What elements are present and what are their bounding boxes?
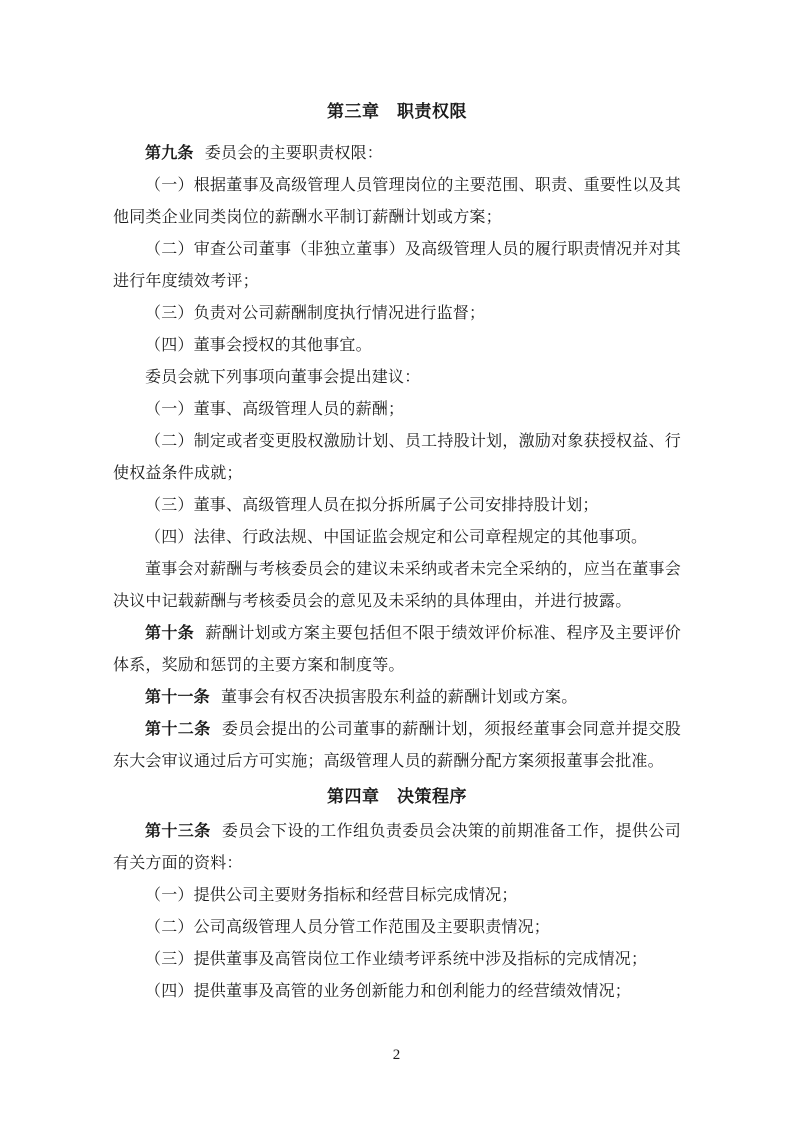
article-paragraph bbox=[113, 618, 681, 682]
article-text: 董事会有权否决损害股东利益的薪酬计划或方案。 bbox=[221, 689, 578, 706]
body-paragraph: （三）负责对公司薪酬制度执行情况进行监督； bbox=[145, 305, 486, 322]
article-text: 委员会的主要职责权限： bbox=[204, 145, 383, 162]
article-paragraph bbox=[113, 816, 681, 880]
page-footer bbox=[0, 1046, 793, 1064]
body-paragraph: （四）董事会授权的其他事宜。 bbox=[145, 337, 372, 354]
chapter-heading: 第四章 决策程序 bbox=[327, 787, 467, 806]
article-paragraph bbox=[113, 682, 681, 714]
body-paragraph: （二）制定或者变更股权激励计划、员工持股计划，激励对象获授权益、行使权益条件成就； bbox=[113, 433, 681, 482]
body-paragraph: （四）法律、行政法规、中国证监会规定和公司章程规定的其他事项。 bbox=[145, 529, 648, 546]
body-paragraph: （三）董事、高级管理人员在拟分拆所属子公司安排持股计划； bbox=[145, 497, 599, 514]
article-paragraph bbox=[113, 138, 681, 170]
article-number-label: 第十三条 bbox=[145, 823, 211, 840]
document-body bbox=[113, 96, 681, 1008]
article-text: 委员会提出的公司董事的薪酬计划，须报经董事会同意并提交股东大会审议通过后方可实施；高级管理人员的薪酬分配方案须报董事会批准。 bbox=[113, 721, 681, 770]
body-paragraph: 董事会对薪酬与考核委员会的建议未采纳或者未完全采纳的，应当在董事会决议中记载薪酬与考核委员会的意见及未采纳的具体理由，并进行披露。 bbox=[113, 561, 681, 610]
body-paragraph: （三）提供董事及高管岗位工作业绩考评系统中涉及指标的完成情况； bbox=[145, 951, 648, 968]
body-paragraph: （一）提供公司主要财务指标和经营目标完成情况； bbox=[145, 887, 518, 904]
body-paragraph: （二）公司高级管理人员分管工作范围及主要职责情况； bbox=[145, 919, 551, 936]
body-paragraph: （二）审查公司董事（非独立董事）及高级管理人员的履行职责情况并对其进行年度绩效考评； bbox=[113, 241, 681, 290]
body-paragraph: （一）根据董事及高级管理人员管理岗位的主要范围、职责、重要性以及其他同类企业同类岗位的薪酬水平制订薪酬计划或方案； bbox=[113, 177, 681, 226]
article-number-label: 第十条 bbox=[145, 625, 195, 642]
article-number-label: 第十二条 bbox=[145, 721, 211, 738]
article-text: 薪酬计划或方案主要包括但不限于绩效评价标准、程序及主要评价体系，奖励和惩罚的主要方案和制度等。 bbox=[113, 625, 681, 674]
article-number-label: 第九条 bbox=[145, 145, 194, 162]
article-number-label: 第十一条 bbox=[145, 689, 210, 706]
chapter-heading: 第三章 职责权限 bbox=[327, 102, 467, 121]
page-number: 2 bbox=[392, 1047, 401, 1063]
body-paragraph: （一）董事、高级管理人员的薪酬； bbox=[145, 401, 405, 418]
body-paragraph: 委员会就下列事项向董事会提出建议： bbox=[145, 369, 421, 386]
article-paragraph bbox=[113, 714, 681, 778]
article-text: 委员会下设的工作组负责委员会决策的前期准备工作，提供公司有关方面的资料： bbox=[113, 823, 681, 872]
body-paragraph: （四）提供董事及高管的业务创新能力和创利能力的经营绩效情况； bbox=[145, 983, 632, 1000]
